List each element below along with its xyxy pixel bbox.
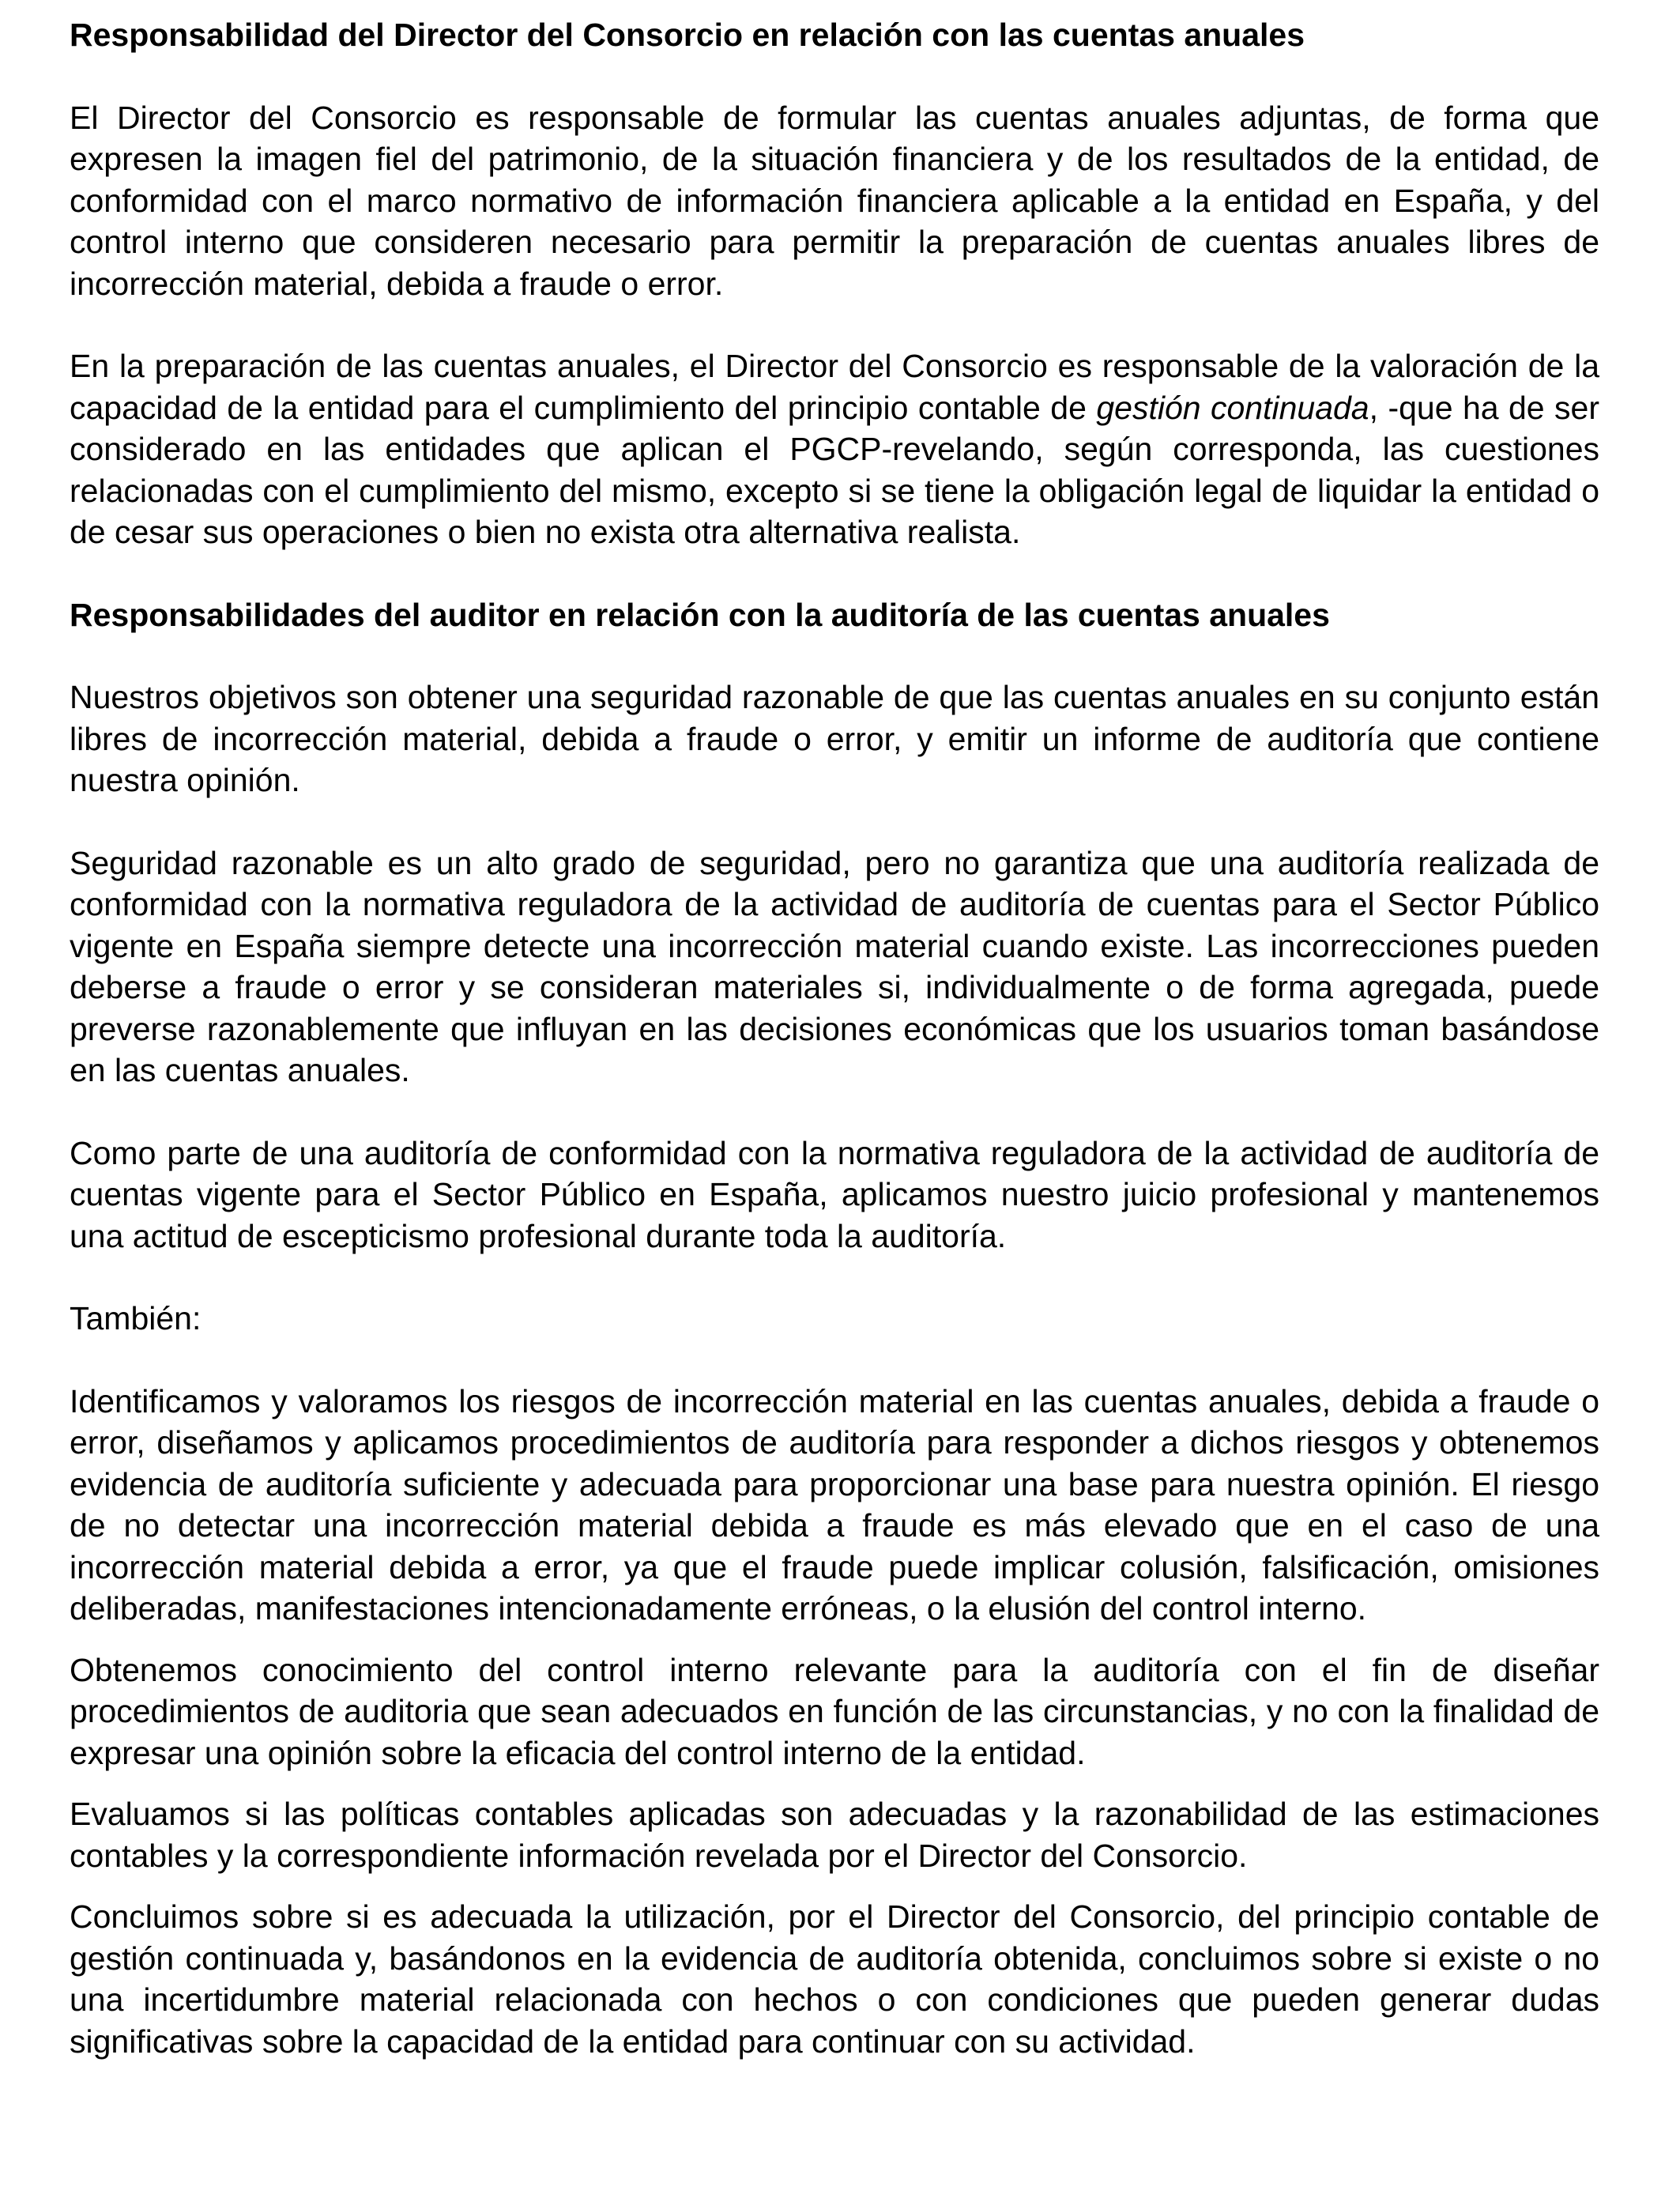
- paragraph-also: También:: [70, 1300, 202, 1336]
- paragraph-going-concern: [70, 345, 1599, 553]
- paragraph-internal-control: Obtenemos conocimiento del control interno relevante para la auditoría con el fin de diseñar procedimientos de auditoria que sean adecuados en función de las circunstancias, y no con la finalidad de expresar una opinión sobre la eficacia del control interno de la entidad.: [70, 1651, 1599, 1771]
- paragraph-accounting-policies: Evaluamos si las políticas contables aplicadas son adecuadas y la razonabilidad de las estimaciones contables y la correspondiente información revelada por el Director del Consorcio.: [70, 1796, 1599, 1874]
- going-concern-term: gestión continuada: [1096, 389, 1369, 426]
- section-heading-auditor: Responsabilidades del auditor en relación con la auditoría de las cuentas anuales: [70, 596, 1330, 633]
- document-page: [70, 14, 1599, 2062]
- going-concern-text-end: , -que ha de ser considerado en las entidades que aplican el PGCP-revelando, según corresponda, las cuestiones relacionadas con el cumplimiento del mismo, excepto si se tiene la obligación legal de liquidar la entidad o de cesar sus operaciones o bien no exista otra alternativa realista.: [70, 389, 1600, 550]
- paragraph-risk-identification: Identificamos y valoramos los riesgos de incorrección material en las cuentas anuales, debida a fraude o error, diseñamos y aplicamos procedimientos de auditoría para responder a dichos riesgos y obtenemos evidencia de auditoría suficiente y adecuada para proporcionar una base para nuestra opinión. El riesgo de no detectar una incorrección material debida a fraude es más elevado que en el caso de una incorrección material debida a error, ya que el fraude puede implicar colusión, falsificación, omisiones deliberadas, manifestaciones intencionadamente erróneas, o la elusión del control interno.: [70, 1382, 1599, 1627]
- paragraph-professional-judgment: Como parte de una auditoría de conformidad con la normativa reguladora de la actividad de auditoría de cuentas vigente para el Sector Público en España, aplicamos nuestro juicio profesional y mantenemos una actitud de escepticismo profesional durante toda la auditoría.: [70, 1134, 1599, 1254]
- paragraph-going-concern-conclusion: Concluimos sobre si es adecuada la utilización, por el Director del Consorcio, del principio contable de gestión continuada y, basándonos en la evidencia de auditoría obtenida, concluimos sobre si existe o no una incertidumbre material relacionada con hechos o con condiciones que pueden generar dudas significativas sobre la capacidad de la entidad para continuar con su actividad.: [70, 1898, 1599, 2060]
- going-concern-text-start: En la preparación de las cuentas anuales, el Director del Consorcio es responsable de la valoración de la capacidad de la entidad para el cumplimiento del principio contable de: [70, 348, 1599, 426]
- paragraph-objectives: Nuestros objetivos son obtener una seguridad razonable de que las cuentas anuales en su conjunto están libres de incorrección material, debida a fraude o error, y emitir un informe de auditoría que contiene nuestra opinión.: [70, 679, 1599, 798]
- paragraph-director-responsibility: El Director del Consorcio es responsable de formular las cuentas anuales adjuntas, de forma que expresen la imagen fiel del patrimonio, de la situación financiera y de los resultados de la entidad, de conformidad con el marco normativo de información financiera aplicable a la entidad en España, y del control interno que consideren necesario para permitir la preparación de cuentas anuales libres de incorrección material, debida a fraude o error.: [70, 99, 1599, 302]
- section-heading-director: Responsabilidad del Director del Consorcio en relación con las cuentas anuales: [70, 17, 1305, 53]
- paragraph-reasonable-assurance: Seguridad razonable es un alto grado de seguridad, pero no garantiza que una auditoría realizada de conformidad con la normativa reguladora de la actividad de auditoría de cuentas para el Sector Público vigente en España siempre detecte una incorrección material cuando existe. Las incorrecciones pueden deberse a fraude o error y se consideran materiales si, individualmente o de forma agregada, puede preverse razonablemente que influyan en las decisiones económicas que los usuarios toman basándose en las cuentas anuales.: [70, 844, 1599, 1088]
